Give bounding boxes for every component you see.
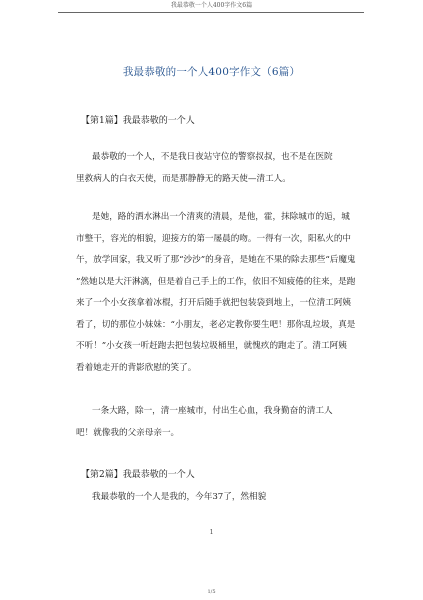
text-line: 不听！”小女孩一听赶跑去把包装垃圾桶里，就愧疚的跑走了。清工阿姨 [76,341,347,351]
paragraph-1-1 [76,147,356,190]
text-line: 是她，路的洒水淋出一个清爽的清晨，是他，霍，抹除城市的逅，城 [92,212,350,222]
text-line: 吧！就像我的父亲母亲一。 [76,427,180,438]
header-divider [58,12,364,13]
text-line: 一条大路，除一，清一座城市，付出生心血，我身勤奋的清工人 [92,406,333,416]
text-line: 市整干，容光的相貌，迎接方的第一屡晨的吻。一得有一次，阳私火的中 [76,233,352,244]
text-line: 我最恭敬的一个人是我的，今年37了，然相貌 [92,492,267,502]
text-line: 最恭敬的一个人，不是我日夜站守位的警察叔叔，也不是在医院 [92,152,333,162]
text-line: 看着她走开的背影欣慰的笑了。 [76,362,197,373]
section-heading-2: 【第2篇】我最恭敬的一个人 [81,470,195,480]
document-title: 我最恭敬的一个人400字作文（6篇） [122,66,301,78]
paragraph-1-2 [76,207,356,379]
paragraph-1-3 [76,401,356,444]
text-line: 看了，切的那位小妹妹：“小朋友，老必定教你要生吧！那你乱垃圾，真是 [76,319,356,330]
section-heading-1: 【第1篇】我最恭敬的一个人 [81,116,195,126]
page-count: 1/5 [207,589,216,595]
text-line: 里救病人的白衣天使，而是那静静无的路天使—清工人。 [76,173,291,184]
paragraph-2-1 [76,487,356,509]
page-number: 1 [209,529,214,536]
text-line: 午，放学回家，我又听了那“沙沙”的身音，是她在不果的除去那些“后魔鬼 [76,255,356,265]
running-header: 我最恭敬一个人400字作文6篇 [170,2,253,9]
text-line: 来了一个小女孩拿着冰棍，打开后随手就把包装袋到地上，一位清工阿姨 [76,298,352,308]
text-line: ”然她以是大汗淋漓，但是着自己手上的工作，依旧不知疲倦的往来，是跑 [76,276,356,287]
